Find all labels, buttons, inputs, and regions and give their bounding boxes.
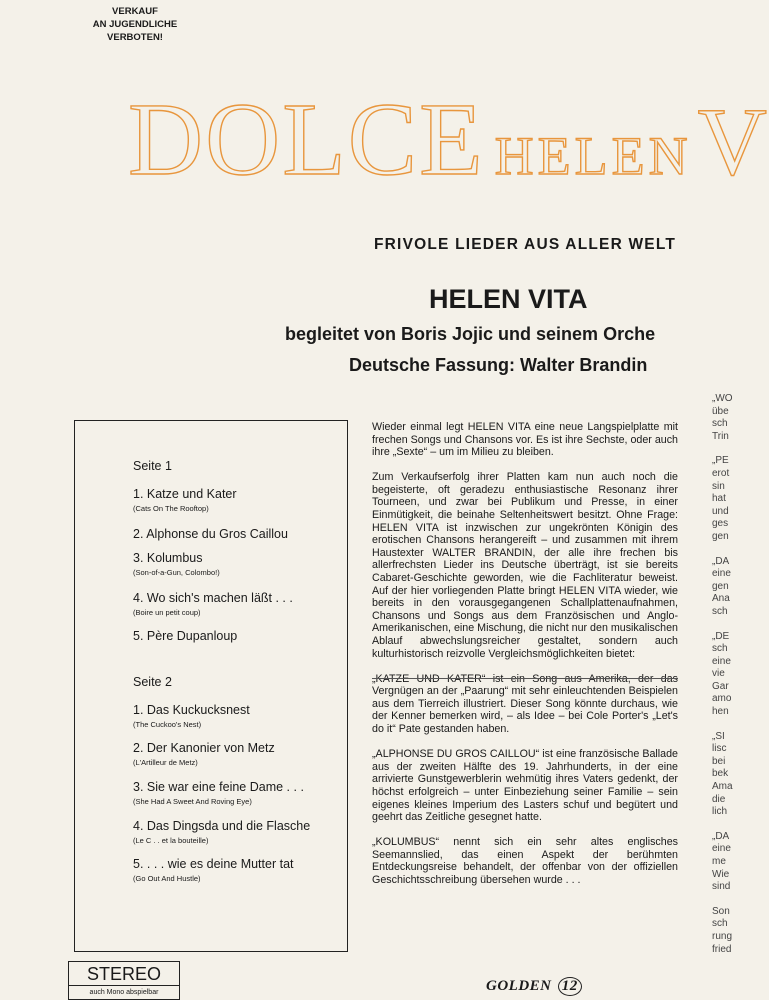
record-label-logo [486,977,582,996]
track-original-title: (She Had A Sweet And Roving Eye) [133,797,252,806]
track-item [133,629,343,646]
track-item [133,551,343,577]
text-fragment: me [712,856,726,867]
stereo-badge [68,961,180,1000]
text-fragment: gen [712,530,729,542]
text-fragment [712,894,734,906]
track-item [133,591,343,617]
track-title: 1. Das Kuckucksnest [133,703,250,717]
warning-line: VERKAUF [112,6,158,17]
text-fragment: und [712,505,729,517]
text-fragment: lisc [712,743,727,755]
mono-compatible-note: auch Mono abspielbar [69,985,179,997]
text-fragment: „PE [712,455,729,467]
text-fragment: sin [712,480,725,492]
track-title: 3. Kolumbus [133,551,203,565]
track-original-title: (Boire un petit coup) [133,608,201,617]
text-fragment: „DE [712,630,730,642]
text-fragment: „DA [712,555,730,567]
track-title: 1. Katze und Kater [133,487,237,501]
album-subtitle: FRIVOLE LIEDER AUS ALLER WELT [374,236,677,253]
text-fragment: hat [712,493,726,505]
text-fragment [712,719,734,731]
track-item [133,819,343,845]
text-fragment: bek [712,768,729,780]
track-item [133,487,343,513]
label-number: 12 [558,977,582,996]
text-fragment: ges [712,518,729,530]
warning-line: AN JUGENDLICHE [92,19,178,30]
track-item [133,780,343,806]
text-fragment: sch [712,418,728,430]
tracklist-box [74,420,348,952]
track-title: 5. Père Dupanloup [133,629,238,643]
sale-warning [70,5,200,44]
translation-credit: Deutsche Fassung: Walter Brandin [349,355,648,375]
text-fragment: Gar [712,680,729,692]
text-fragment: lich [712,806,728,818]
text-fragment: rung [712,930,733,942]
album-title-main: DOLCE [128,82,485,197]
track-original-title: (L'Artilleur de Metz) [133,758,198,767]
text-fragment: sch [712,643,728,655]
text-fragment: übe [712,405,729,417]
text-fragment: „DA [712,830,730,842]
text-fragment: Wie [712,868,730,880]
text-fragment: sch [712,918,728,930]
album-title [128,80,769,199]
track-item [133,857,343,883]
side-2-label: Seite 2 [133,675,172,689]
text-fragment: erot [712,467,730,479]
accompaniment-credit: begleitet von Boris Jojic und seinem Orche [285,324,656,344]
text-fragment [712,819,734,831]
track-title: 4. Wo sich's machen läßt . . . [133,591,293,605]
track-original-title: (The Cuckoo's Nest) [133,720,202,729]
track-original-title: (Son-of-a-Gun, Colombo!) [133,568,220,577]
liner-paragraph: „ALPHONSE DU GROS CAILLOU“ ist eine französische Ballade aus der zweiten Hälfte des 19. Jahrhunderts, in der eine arrivierte Gunstgewerblerin wehmütig ihres Vaters gedenkt, der höchst erfolgreich – unter Einbeziehung seiner Familie – sein eigenes kleines Imperium des Lasters schuf und begütert und geehrt das Zeitliche gesegnet hatte. [372,748,678,824]
text-fragment: eine [712,843,731,855]
text-fragment: Trin [712,430,729,442]
text-fragment: sch [712,605,728,617]
album-title-cut-letter: V [697,88,769,195]
liner-paragraph: „KATZE UND KATER“ ist ein Song aus Amerika, der das Vergnügen an der „Paarung“ mit sehr einleuchtenden Beispielen aus dem Tierreich illustriert. Dieser Song könnte durchaus, wie der Kenner bemerken wird, – als Idee – bei Cole Porter's „Let's do it“ Pate gestanden haben. [372,672,678,736]
track-original-title: (Le C . . et la bouteille) [133,836,209,845]
stereo-label: STEREO [86,964,161,984]
track-title: 4. Das Dingsda und die Flasche [133,819,311,833]
text-fragment: fried [712,943,732,955]
artist-name: HELEN VITA [429,284,588,314]
album-title-artist: HELEN [494,126,692,186]
text-fragment [712,619,734,631]
track-title: 2. Der Kanonier von Metz [133,741,275,755]
text-fragment: Son [712,905,730,917]
track-original-title: (Go Out And Hustle) [133,874,201,883]
liner-paragraph: „KOLUMBUS“ nennt sich ein sehr altes englisches Seemannslied, das einen Aspekt der berühmten Entdeckungsreise behandelt, der offenbar von der offiziellen Geschichtsschreibung übersehen wurde . . . [372,836,678,886]
text-fragment: die [712,793,726,805]
liner-paragraph: Wieder einmal legt HELEN VITA eine neue Langspielplatte mit frechen Songs und Chansons vor. Es ist ihre Sechste, oder auch ihre „Sexte“ – um im Milieu zu bleiben. [372,421,678,459]
text-fragment [712,544,734,556]
liner-paragraph: Zum Verkaufserfolg ihrer Platten kam nun auch noch die begeisterte, oft geradezu enthusiastische Resonanz ihrer Tourneen, und zwar bei Publikum und Presse, in einer Einmütigkeit, die beinahe Seltenheitswert besitzt. Ohne Frage: HELEN VITA ist inzwischen zur ungekrönten Königin des erotischen Chansons herangereift – und zusammen mit ihrem Haustexter WALTER BRANDIN, der alle ihre frechen bis allerfrechsten Lieder ins Deutsche überträgt, ist sie bereits Cabaret-Geschichte geworden, wie die Fachliteratur beweist. Auf der hier vorliegenden Platte bringt HELEN VITA wieder, wie bereits in den vorausgegangenen Schallplattenaufnahmen, Chansons und Songs aus dem Französischen und Anglo-Amerikanischen, eine Mischung, die nicht nur den musikalischen Ablauf abwechslungsreicher gestaltet, sondern auch kulturhistorisch reizvolle Vergleichsmöglichkeiten bietet: [372,471,678,660]
track-original-title: (Cats On The Rooftop) [133,504,209,513]
warning-line: VERBOTEN! [107,32,163,43]
text-fragment: sind [712,881,731,893]
track-item [133,741,343,767]
text-fragment: eine [712,568,731,580]
track-item [133,527,343,544]
track-title: 5. . . . wie es deine Mutter tat [133,857,294,871]
side-1-label: Seite 1 [133,459,172,473]
track-title: 3. Sie war eine feine Dame . . . [133,780,304,794]
cut-off-text-column [712,393,734,956]
text-fragment: hen [712,706,729,718]
text-fragment: „SI [712,730,725,742]
text-fragment: vie [712,668,725,680]
track-item [133,703,343,729]
text-fragment [712,443,734,455]
liner-divider [372,678,678,679]
text-fragment: gen [712,580,729,592]
text-fragment: amo [712,693,732,705]
text-fragment: bei [712,755,726,767]
liner-notes [372,421,678,899]
label-name: GOLDEN [486,978,552,994]
text-fragment: Ana [712,593,730,605]
text-fragment: Ama [712,781,733,793]
text-fragment: „WO [712,393,733,404]
text-fragment: eine [712,655,731,667]
track-title: 2. Alphonse du Gros Caillou [133,527,288,541]
